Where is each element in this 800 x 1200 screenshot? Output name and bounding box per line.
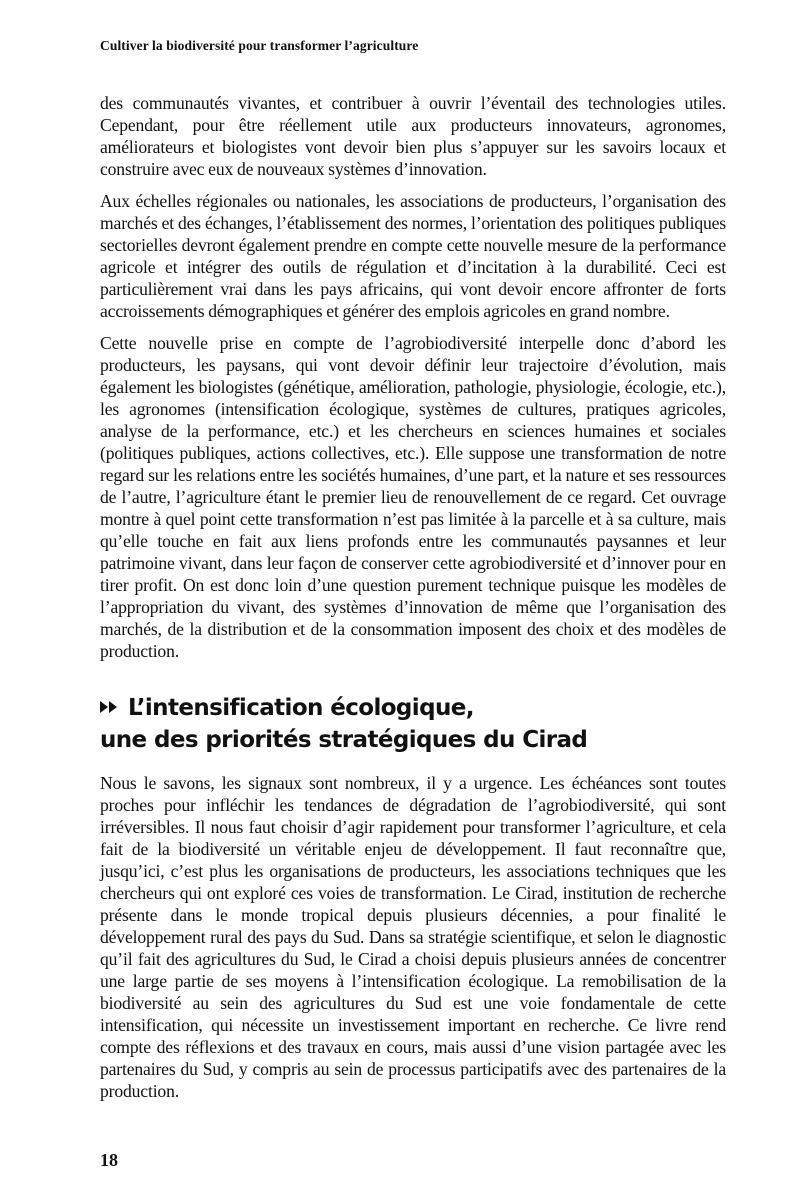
paragraph: Nous le savons, les signaux sont nombreux, il y a urgence. Les échéances sont toutes proches pour infléchir les tendances de dégradation de l’agrobiodiversité, qui sont irréversibles. Il nous faut choisir d’agir rapidement pour transformer l’agriculture, et cela fait de la biodiversité un véritable enjeu de développement. Il faut reconnaître que, jusqu’ici, c’est plus les organisations de producteurs, les associations techniques que les chercheurs qui ont exploré ces voies de transformation. Le Cirad, institution de recherche présente dans le monde tropical depuis plusieurs décennies, a pour finalité le développement rural des pays du Sud. Dans sa stratégie scientifique, et selon le diagnostic qu’il fait des agricultures du Sud, le Cirad a choisi depuis plusieurs années de concentrer une large partie de ses moyens à l’intensification écologique. La remobilisation de la biodiversité au sein des agricultures du Sud est une voie fondamentale de cette intensification, qui nécessite un investissement important en recherche. Ce livre rend compte des réflexions et des travaux en cours, mais aussi d’une vision partagée avec les partenaires du Sud, y compris au sein de processus participatifs avec des partenaires de la production.: [100, 773, 726, 1101]
page-body: [100, 92, 726, 1112]
paragraph: Cette nouvelle prise en compte de l’agrobiodiversité interpelle donc d’abord les producteurs, les paysans, qui vont devoir définir leur trajectoire d’évolution, mais également les biologistes (génétique, amélioration, pathologie, physiologie, écologie, etc.), les agronomes (intensification écologique, systèmes de cultures, pratiques agricoles, analyse de la performance, etc.) et les chercheurs en sciences humaines et sociales (politiques publiques, actions collectives, etc.). Elle suppose une transformation de notre regard sur les relations entre les sociétés humaines, d’une part, et la nature et ses ressources de l’autre, l’agriculture étant le premier lieu de renouvellement de ce regard. Cet ouvrage montre à quel point cette transformation n’est pas limitée à la parcelle et à sa culture, mais qu’elle touche en fait aux liens profonds entre les communautés paysannes et leur patrimoine vivant, dans leur façon de conserver cette agrobiodiversité et d’innover pour en tirer profit. On est donc loin d’une question purement technique puisque les modèles de l’appropriation du vivant, des systèmes d’innovation de même que l’organisation des marchés, de la distribution et de la consommation imposent des choix et des modèles de production.: [100, 333, 726, 661]
section-heading: [100, 692, 726, 756]
double-triangle-right-icon: [100, 691, 118, 723]
paragraph: des communautés vivantes, et contribuer à ouvrir l’éventail des technologies utiles. Cependant, pour être réellement utile aux producteurs innovateurs, agronomes, améliorateurs et biologistes vont devoir bien plus s’appuyer sur les savoirs locaux et construire avec eux de nouveaux systèmes d’innovation.: [100, 93, 726, 179]
page-number: 18: [100, 1150, 118, 1170]
section-heading-line-1: L’intensification écologique,: [128, 695, 474, 721]
section-heading-line-2: une des priorités stratégiques du Cirad: [100, 727, 588, 753]
running-head: Cultiver la biodiversité pour transformer l’agriculture: [100, 38, 419, 53]
paragraph: Aux échelles régionales ou nationales, les associations de producteurs, l’organisation des marchés et des échanges, l’établissement des normes, l’orientation des politiques publiques sectorielles devront également prendre en compte cette nouvelle mesure de la performance agricole et intégrer des outils de régulation et d’incitation à la durabilité. Ceci est particulièrement vrai dans les pays africains, qui vont devoir encore affronter de forts accroissements démographiques et générer des emplois agricoles en grand nombre.: [100, 191, 726, 321]
